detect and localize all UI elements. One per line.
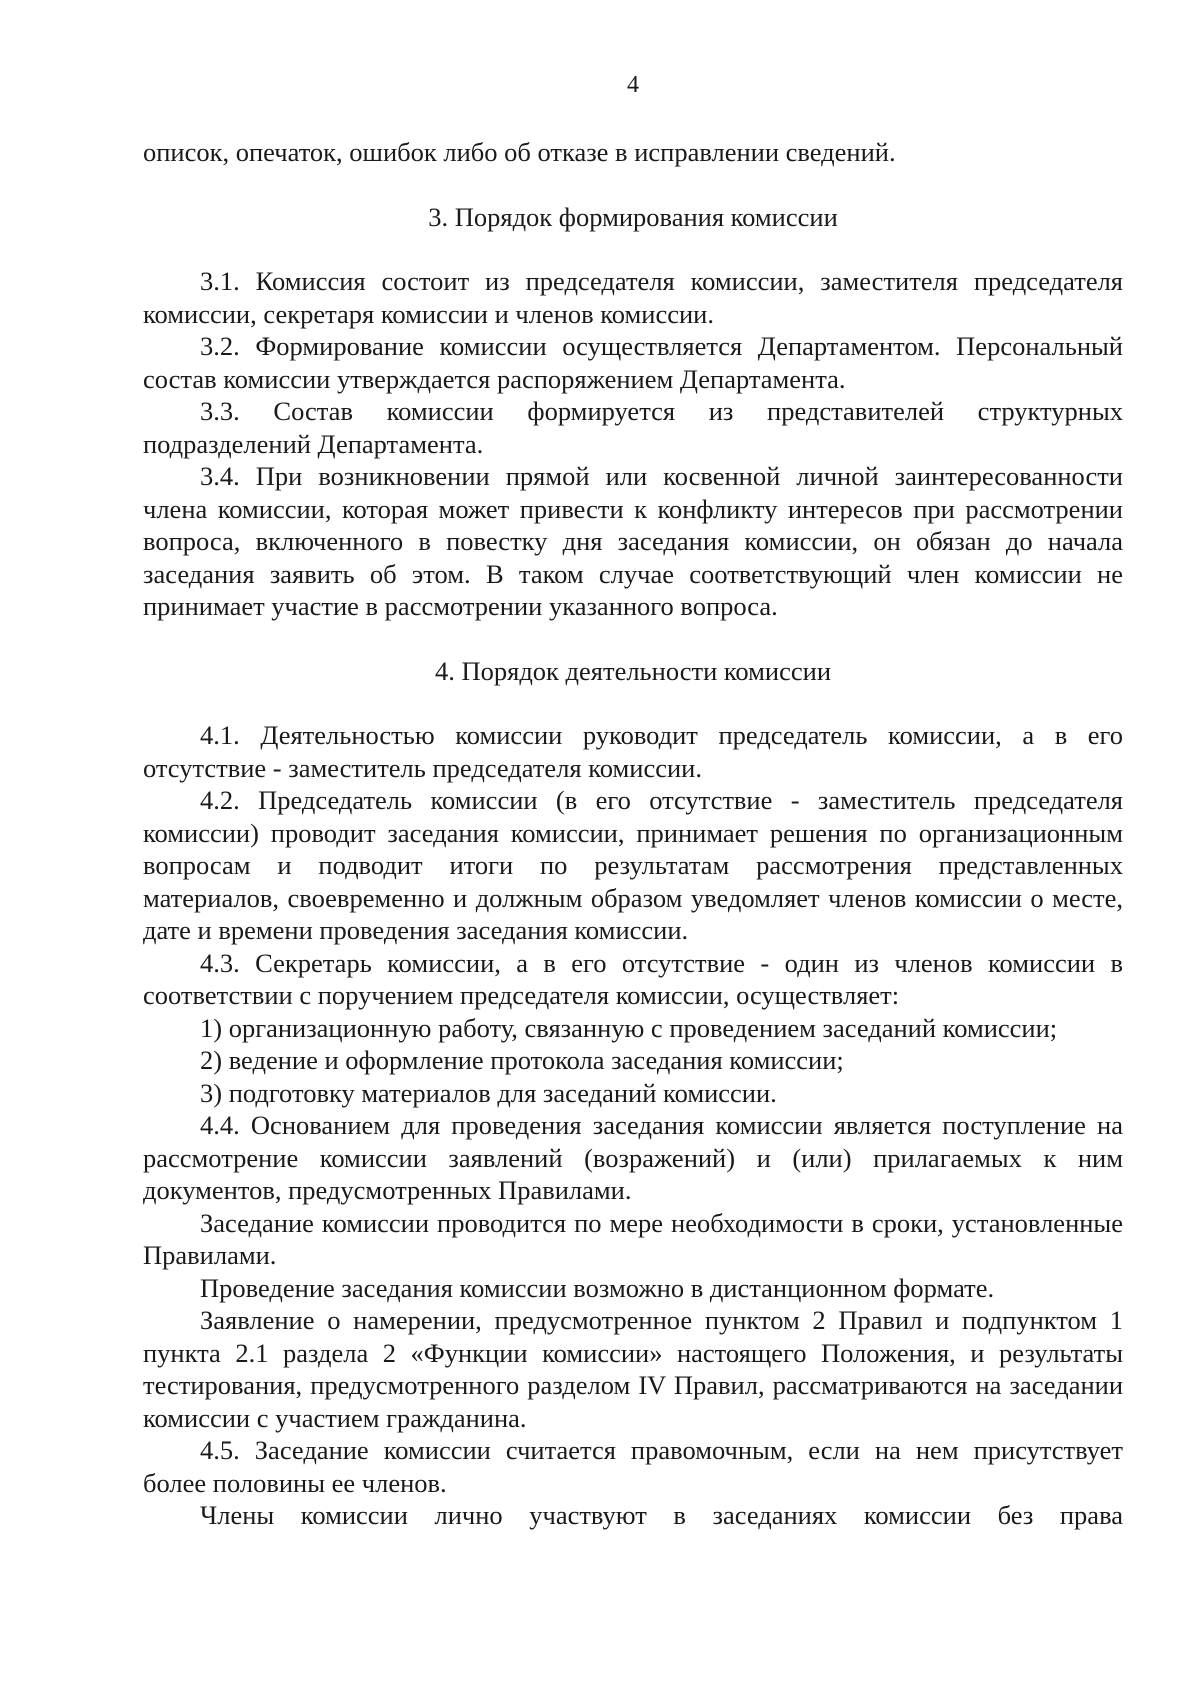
paragraph-3-2: 3.2. Формирование комиссии осуществляется Департаментом. Персональный состав комиссии утверждается распоряжением Департамента. xyxy=(143,331,1123,394)
paragraph-4-5: 4.5. Заседание комиссии считается правомочным, если на нем присутствует более половины ее членов. xyxy=(143,1435,1123,1498)
paragraph-4-4: 4.4. Основанием для проведения заседания комиссии является поступление на рассмотрение комиссии заявлений (возражений) и (или) прилагаемых к ним документов, предусмотренных Правилами. xyxy=(143,1110,1123,1205)
paragraph-remote-format: Проведение заседания комиссии возможно в дистанционном формате. xyxy=(200,1272,995,1303)
document-page xyxy=(143,70,1123,1532)
section-3-heading: 3. Порядок формирования комиссии xyxy=(428,201,838,232)
paragraph-3-3: 3.3. Состав комиссии формируется из представителей структурных подразделений Департамента. xyxy=(143,396,1123,459)
paragraph-3-4: 3.4. При возникновении прямой или косвенной личной заинтересованности члена комиссии, которая может привести к конфликту интересов при рассмотрении вопроса, включенного в повестку дня заседания комиссии, он обязан до начала заседания заявить об этом. В таком случае соответствующий член комиссии не принимает участие в рассмотрении указанного вопроса. xyxy=(143,461,1123,621)
paragraph-4-3: 4.3. Секретарь комиссии, а в его отсутствие - один из членов комиссии в соответствии с поручением председателя комиссии, осуществляет: xyxy=(143,947,1123,1010)
list-item-1: 1) организационную работу, связанную с проведением заседаний комиссии; xyxy=(200,1012,1058,1043)
section-4-heading: 4. Порядок деятельности комиссии xyxy=(435,655,831,686)
paragraph-3-1: 3.1. Комиссия состоит из председателя комиссии, заместителя председателя комиссии, секретаря комиссии и членов комиссии. xyxy=(143,266,1123,329)
page-number: 4 xyxy=(627,72,639,98)
paragraph-meeting-schedule: Заседание комиссии проводится по мере необходимости в сроки, установленные Правилами. xyxy=(143,1207,1123,1270)
intro-paragraph: описок, опечаток, ошибок либо об отказе в исправлении сведений. xyxy=(143,137,896,167)
paragraph-members-participation: Члены комиссии лично участвуют в заседаниях комиссии без права xyxy=(200,1500,1123,1530)
list-item-3: 3) подготовку материалов для заседаний комиссии. xyxy=(200,1077,777,1108)
paragraph-intent-statement: Заявление о намерении, предусмотренное пунктом 2 Правил и подпунктом 1 пункта 2.1 раздела 2 «Функции комиссии» настоящего Положения, и результаты тестирования, предусмотренного разделом IV Правил, рассматриваются на заседании комиссии с участием гражданина. xyxy=(143,1305,1123,1433)
paragraph-4-2: 4.2. Председатель комиссии (в его отсутствие - заместитель председателя комиссии) проводит заседания комиссии, принимает решения по организационным вопросам и подводит итоги по результатам рассмотрения представленных материалов, своевременно и должным образом уведомляет членов комиссии о месте, дате и времени проведения заседания комиссии. xyxy=(143,785,1123,945)
paragraph-4-1: 4.1. Деятельностью комиссии руководит председатель комиссии, а в его отсутствие - заместитель председателя комиссии. xyxy=(143,720,1123,783)
list-item-2: 2) ведение и оформление протокола заседания комиссии; xyxy=(200,1045,844,1075)
